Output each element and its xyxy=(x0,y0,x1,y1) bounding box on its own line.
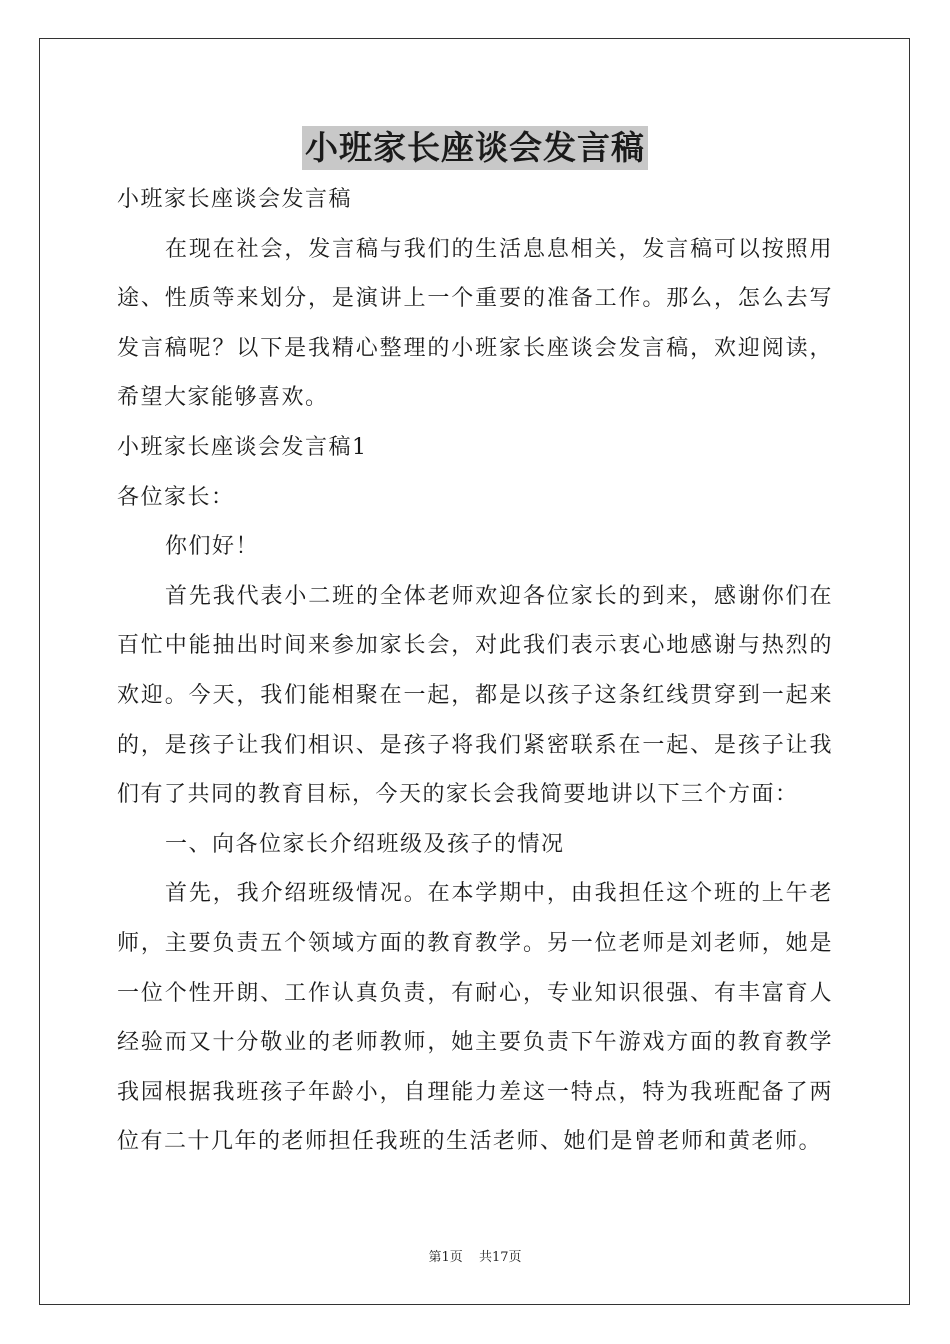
paragraph-section-title: 小班家长座谈会发言稿1 xyxy=(117,434,368,460)
page-total: 共17页 xyxy=(478,1250,522,1265)
document-title: 小班家长座谈会发言稿 xyxy=(302,126,648,170)
paragraph-salutation: 各位家长： xyxy=(117,484,235,510)
paragraph-welcome: 首先我代表小二班的全体老师欢迎各位家长的到来，感谢你们在百忙中能抽出时间来参加家长会，对此我们表示衷心地感谢与热烈的欢迎。今天，我们能相聚在一起，都是以孩子这条红线贯穿到一起来的，是孩子让我们相识、是孩子将我们紧密联系在一起、是孩子让我们有了共同的教育目标，今天的家长会我简要地讲以下三个方面： xyxy=(117,583,833,808)
page-footer xyxy=(0,1246,950,1265)
paragraph-greeting: 你们好！ xyxy=(165,534,260,560)
paragraph-intro: 在现在社会，发言稿与我们的生活息息相关，发言稿可以按照用途、性质等来划分，是演讲上一个重要的准备工作。那么，怎么去写发言稿呢？以下是我精心整理的小班家长座谈会发言稿，欢迎阅读，希望大家能够喜欢。 xyxy=(117,236,833,411)
paragraph-heading: 小班家长座谈会发言稿 xyxy=(117,187,353,212)
title-container xyxy=(0,126,950,170)
document-body xyxy=(117,175,833,1167)
paragraph-subheading: 一、向各位家长介绍班级及孩子的情况 xyxy=(165,831,565,857)
page-number: 第1页 xyxy=(428,1250,463,1265)
paragraph-class-intro: 首先，我介绍班级情况。在本学期中，由我担任这个班的上午老师，主要负责五个领域方面的教育教学。另一位老师是刘老师，她是一位个性开朗、工作认真负责，有耐心，专业知识很强、有丰富育人经验而又十分敬业的老师教师，她主要负责下午游戏方面的教育教学我园根据我班孩子年龄小，自理能力差这一特点，特为我班配备了两位有二十几年的老师担任我班的生活老师、她们是曾老师和黄老师。 xyxy=(117,881,833,1155)
